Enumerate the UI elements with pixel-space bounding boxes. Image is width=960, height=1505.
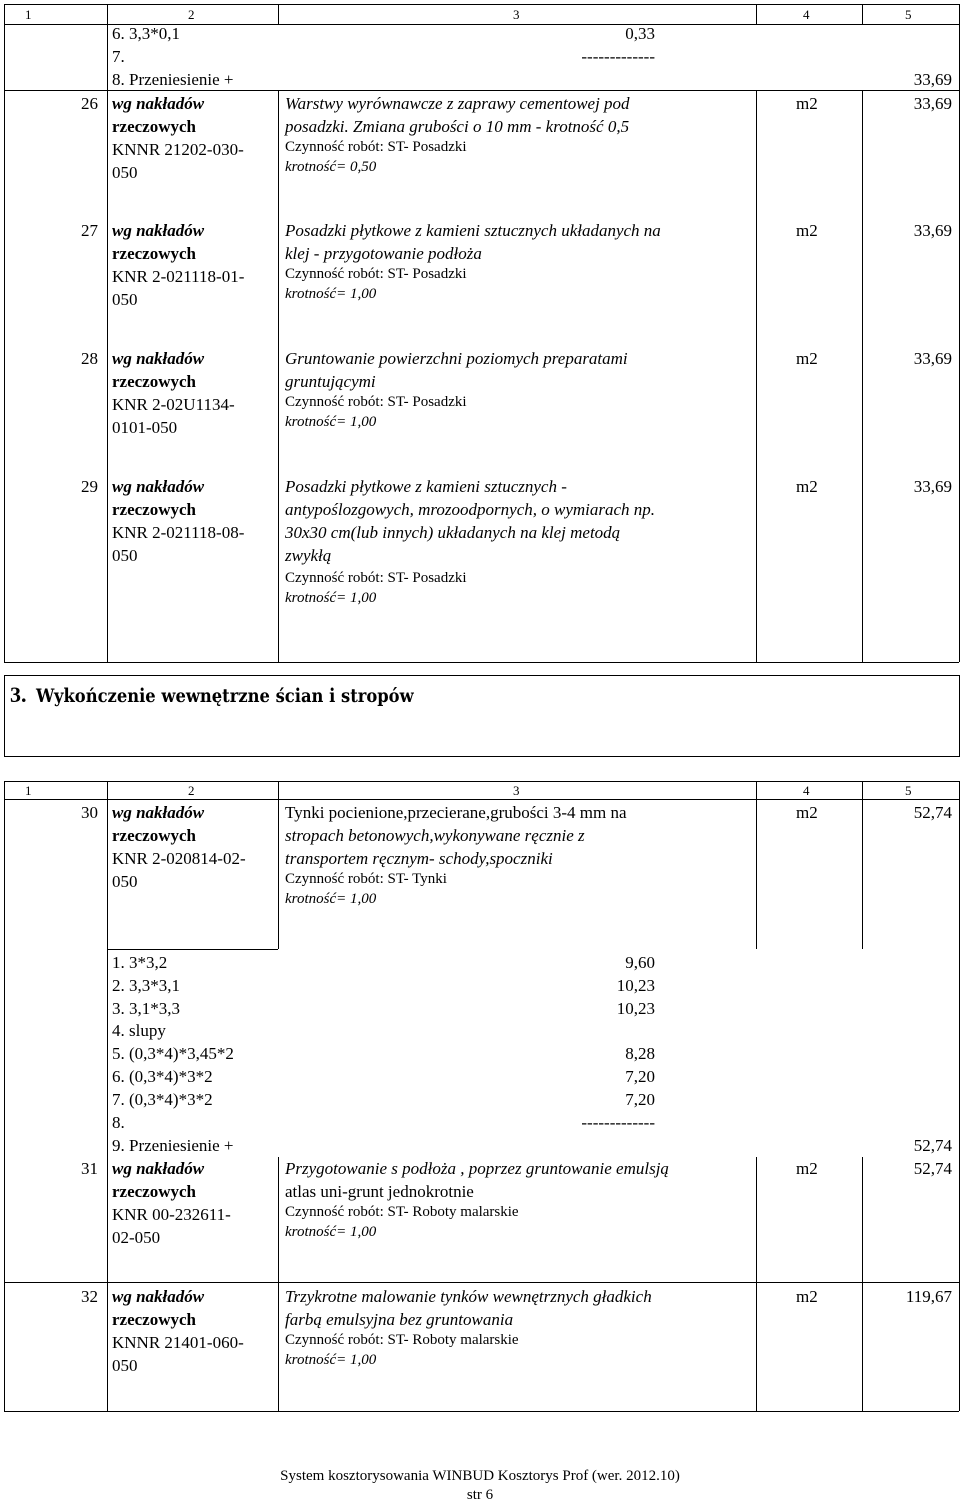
- item-description: Trzykrotne malowanie tynków wewnętrznych gładkich: [285, 1287, 652, 1306]
- unit: m2: [796, 221, 818, 240]
- norm-code: KNR 00-232611-: [112, 1205, 231, 1224]
- basis-label: rzeczowych: [112, 117, 197, 136]
- item-number: 30: [81, 803, 98, 822]
- factor-label: krotność= 1,00: [285, 1224, 377, 1240]
- unit: m2: [796, 349, 818, 368]
- basis-label: wg nakładów: [112, 221, 205, 240]
- works-label: Czynność robót: ST- Posadzki: [285, 570, 467, 586]
- norm-code: KNR 2-020814-02-: [112, 849, 246, 868]
- item-description: atlas uni-grunt jednokrotnie: [285, 1182, 474, 1201]
- factor-label: krotność= 0,50: [285, 159, 377, 175]
- factor-label: krotność= 1,00: [285, 590, 377, 606]
- item-description: farbą emulsyjna bez gruntowania: [285, 1310, 514, 1329]
- calc-line-label: 3. 3,1*3,3: [112, 999, 180, 1018]
- section-number: 3.: [10, 682, 27, 707]
- norm-code: KNNR 21202-030-: [112, 140, 244, 159]
- norm-code: 02-050: [112, 1228, 161, 1247]
- unit: m2: [796, 1287, 818, 1306]
- norm-code: 050: [112, 290, 138, 309]
- calc-line-value: 7,20: [625, 1090, 655, 1109]
- norm-code: 050: [112, 163, 138, 182]
- norm-code: KNR 2-021118-08-: [112, 523, 245, 542]
- calc-line-value: 52,74: [913, 1136, 952, 1155]
- unit: m2: [796, 803, 818, 822]
- basis-label: wg nakładów: [112, 1159, 205, 1178]
- quantity: 52,74: [913, 803, 952, 822]
- item-description: Posadzki płytkowe z kamieni sztucznych -: [285, 477, 567, 496]
- column-number-1: 1: [25, 783, 32, 798]
- column-number-5: 5: [905, 7, 912, 22]
- item-description: gruntującymi: [285, 372, 376, 391]
- column-number-3: 3: [513, 7, 520, 22]
- quantity: 33,69: [913, 477, 952, 496]
- quantity: 119,67: [905, 1287, 952, 1306]
- unit: m2: [796, 477, 818, 496]
- calc-line-label: 9. Przeniesienie +: [112, 1136, 234, 1155]
- column-number-1: 1: [25, 7, 32, 22]
- calc-line-label: 8. Przeniesienie +: [112, 70, 234, 89]
- works-label: Czynność robót: ST- Posadzki: [285, 394, 467, 410]
- item-description: Gruntowanie powierzchni poziomych preparatami: [285, 349, 628, 368]
- calc-line-label: 2. 3,3*3,1: [112, 976, 180, 995]
- page-number: str 6: [466, 1487, 494, 1503]
- quantity: 33,69: [913, 221, 952, 240]
- calc-line-label: 6. 3,3*0,1: [112, 24, 180, 43]
- calc-line-label: 1. 3*3,2: [112, 953, 168, 972]
- quantity: 33,69: [913, 349, 952, 368]
- column-number-2: 2: [188, 783, 195, 798]
- works-label: Czynność robót: ST- Roboty malarskie: [285, 1204, 519, 1220]
- works-label: Czynność robót: ST- Posadzki: [285, 266, 467, 282]
- basis-label: rzeczowych: [112, 1310, 197, 1329]
- basis-label: rzeczowych: [112, 1182, 197, 1201]
- item-description: 30x30 cm(lub innych) układanych na klej metodą: [285, 523, 621, 542]
- item-description: stropach betonowych,wykonywane ręcznie z: [285, 826, 585, 845]
- basis-label: rzeczowych: [112, 244, 197, 263]
- basis-label: wg nakładów: [112, 94, 205, 113]
- basis-label: wg nakładów: [112, 349, 205, 368]
- page-footer-software: System kosztorysowania WINBUD Kosztorys Prof (wer. 2012.10): [280, 1468, 680, 1484]
- calc-line-value: 8,28: [625, 1044, 655, 1063]
- section-title: Wykończenie wewnętrzne ścian i stropów: [36, 685, 414, 707]
- quantity: 33,69: [913, 94, 952, 113]
- calc-line-label: 5. (0,3*4)*3,45*2: [112, 1044, 234, 1063]
- calc-line-label: 7. (0,3*4)*3*2: [112, 1090, 213, 1109]
- norm-code: KNR 2-021118-01-: [112, 267, 245, 286]
- quantity: 52,74: [913, 1159, 952, 1178]
- item-number: 27: [81, 221, 98, 240]
- norm-code: KNR 2-02U1134-: [112, 395, 235, 414]
- factor-label: krotność= 1,00: [285, 1352, 377, 1368]
- calc-line-value: 10,23: [616, 976, 655, 995]
- basis-label: wg nakładów: [112, 477, 205, 496]
- item-description: zwykłą: [285, 546, 332, 565]
- norm-code: 050: [112, 546, 138, 565]
- works-label: Czynność robót: ST- Posadzki: [285, 139, 467, 155]
- basis-label: rzeczowych: [112, 372, 197, 391]
- item-description: Warstwy wyrównawcze z zaprawy cementowej pod: [285, 94, 630, 113]
- calc-line-label: 6. (0,3*4)*3*2: [112, 1067, 213, 1086]
- factor-label: krotność= 1,00: [285, 286, 377, 302]
- calc-line-value: 33,69: [913, 70, 952, 89]
- column-number-5: 5: [905, 783, 912, 798]
- factor-label: krotność= 1,00: [285, 414, 377, 430]
- norm-code: 050: [112, 1356, 138, 1375]
- item-number: 29: [81, 477, 98, 496]
- calc-line-label: 4. slupy: [112, 1021, 166, 1040]
- works-label: Czynność robót: ST- Roboty malarskie: [285, 1332, 519, 1348]
- unit: m2: [796, 1159, 818, 1178]
- calc-line-value: -------------: [581, 47, 655, 66]
- item-description: transportem ręcznym- schody,spoczniki: [285, 849, 553, 868]
- norm-code: KNNR 21401-060-: [112, 1333, 244, 1352]
- unit: m2: [796, 94, 818, 113]
- calc-line-label: 8.: [112, 1113, 125, 1132]
- factor-label: krotność= 1,00: [285, 891, 377, 907]
- calc-line-value: 0,33: [625, 24, 655, 43]
- basis-label: wg nakładów: [112, 803, 205, 822]
- column-number-4: 4: [803, 783, 810, 798]
- item-description: klej - przygotowanie podłoża: [285, 244, 482, 263]
- column-number-2: 2: [188, 7, 195, 22]
- item-number: 32: [81, 1287, 98, 1306]
- calc-line-value: 7,20: [625, 1067, 655, 1086]
- item-description: Tynki pocienione,przecierane,grubości 3-4 mm na: [285, 803, 627, 822]
- item-description: posadzki. Zmiana grubości o 10 mm - krotność 0,5: [285, 117, 630, 136]
- calc-line-value: 10,23: [616, 999, 655, 1018]
- item-description: Przygotowanie s podłoża , poprzez gruntowanie emulsją: [285, 1159, 669, 1178]
- norm-code: 0101-050: [112, 418, 178, 437]
- calc-line-value: -------------: [581, 1113, 655, 1132]
- basis-label: wg nakładów: [112, 1287, 205, 1306]
- basis-label: rzeczowych: [112, 500, 197, 519]
- norm-code: 050: [112, 872, 138, 891]
- column-number-4: 4: [803, 7, 810, 22]
- item-number: 31: [81, 1159, 98, 1178]
- item-description: Posadzki płytkowe z kamieni sztucznych układanych na: [285, 221, 661, 240]
- item-description: antypoślozgowych, mrozoodpornych, o wymiarach np.: [285, 500, 656, 519]
- column-number-3: 3: [513, 783, 520, 798]
- basis-label: rzeczowych: [112, 826, 197, 845]
- item-number: 28: [81, 349, 98, 368]
- item-number: 26: [81, 94, 98, 113]
- works-label: Czynność robót: ST- Tynki: [285, 871, 447, 887]
- calc-line-label: 7.: [112, 47, 125, 66]
- calc-line-value: 9,60: [625, 953, 655, 972]
